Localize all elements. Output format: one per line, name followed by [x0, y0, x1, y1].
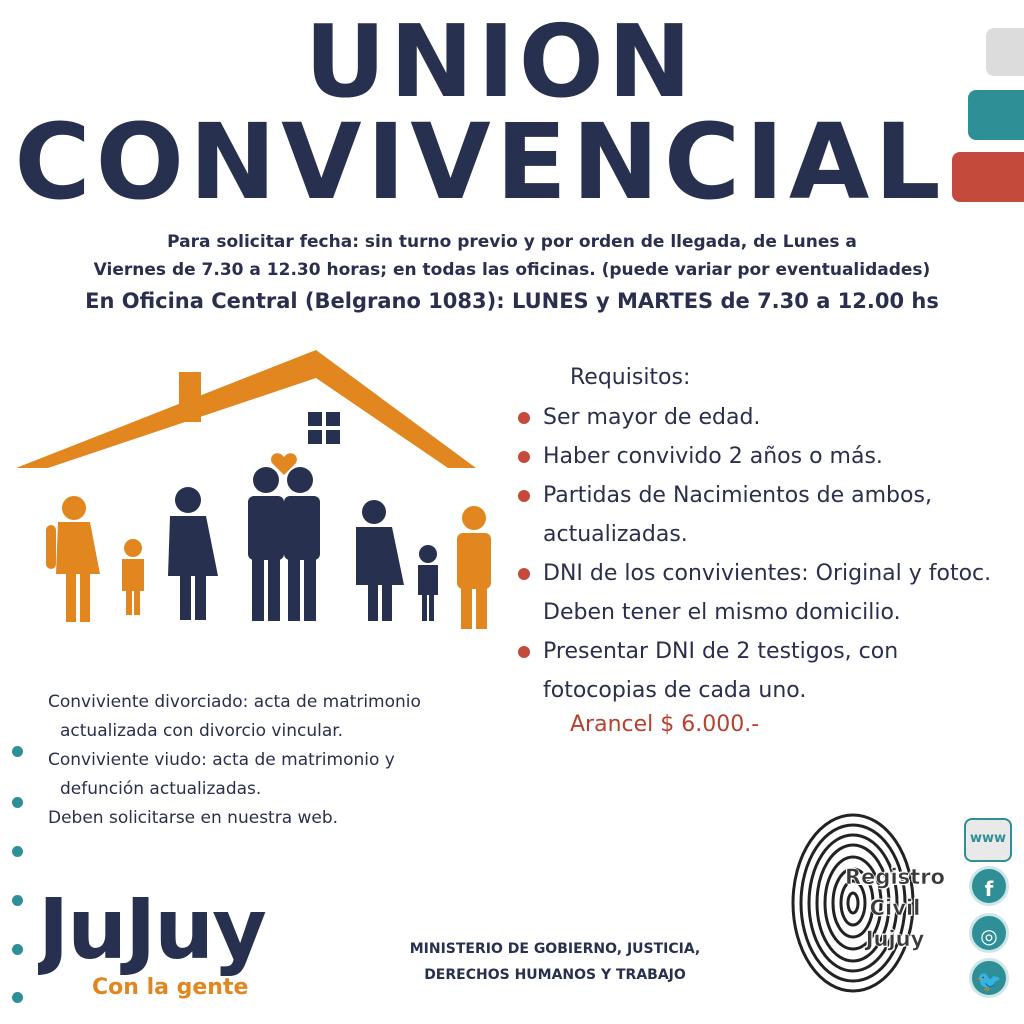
requirements-list	[516, 398, 1016, 710]
registro-line: Jujuy	[865, 927, 925, 951]
list-item: Ser mayor de edad.	[516, 398, 1016, 437]
note-line: defunción actualizadas.	[60, 779, 262, 799]
decor-dot	[12, 846, 23, 857]
registro-line: Civil	[869, 896, 921, 920]
note-line: Conviviente viudo: acta de matrimonio y	[48, 750, 395, 770]
house-family-icon	[16, 350, 516, 640]
twitter-icon[interactable]: 🐦	[969, 958, 1009, 998]
decor-dot	[12, 746, 23, 757]
facebook-icon[interactable]: f	[969, 866, 1009, 906]
schedule-info-line-1: Para solicitar fecha: sin turno previo y por orden de llegada, de Lunes a	[167, 232, 857, 252]
logo-wordmark: JuJuy	[38, 880, 265, 978]
note-line: Deben solicitarse en nuestra web.	[48, 808, 339, 828]
title-line-1: UNION	[304, 3, 696, 120]
decor-bar-grey	[986, 28, 1024, 76]
ministry-line: MINISTERIO DE GOBIERNO, JUSTICIA,	[409, 941, 701, 957]
ministry-name	[370, 936, 740, 988]
decor-bar-red	[952, 152, 1024, 202]
title-line-2: CONVIVENCIAL	[14, 101, 946, 223]
decor-dot	[12, 992, 23, 1003]
schedule-info-line-2: Viernes de 7.30 a 12.30 horas; en todas las oficinas. (puede variar por eventualidades)	[93, 260, 931, 280]
decor-dot	[12, 797, 23, 808]
list-item: DNI de los convivientes: Original y fotoc. Deben tener el mismo domicilio.	[516, 554, 1016, 632]
list-item: Haber convivido 2 años o más.	[516, 437, 1016, 476]
fee-label: Arancel $ 6.000.-	[570, 712, 760, 737]
logo-tagline: Con la gente	[92, 975, 249, 1000]
central-office-info: En Oficina Central (Belgrano 1083): LUNES y MARTES de 7.30 a 12.00 hs	[85, 289, 939, 313]
instagram-icon[interactable]: ◎	[969, 913, 1009, 953]
decor-dot	[12, 944, 23, 955]
ministry-line: DERECHOS HUMANOS Y TRABAJO	[424, 967, 686, 983]
www-icon[interactable]: www	[964, 818, 1012, 862]
decor-dot	[12, 895, 23, 906]
note-line: Conviviente divorciado: acta de matrimonio	[48, 692, 421, 712]
decor-bar-teal	[968, 90, 1024, 140]
note-line: actualizada con divorcio vincular.	[60, 721, 344, 741]
list-item: Presentar DNI de 2 testigos, con fotocopias de cada uno.	[516, 632, 1016, 710]
registro-civil-logo	[830, 862, 960, 955]
registro-line: Registro	[845, 865, 945, 889]
requirements-title: Requisitos:	[570, 365, 691, 390]
notes-block	[48, 688, 508, 833]
list-item: Partidas de Nacimientos de ambos, actualizadas.	[516, 476, 1016, 554]
